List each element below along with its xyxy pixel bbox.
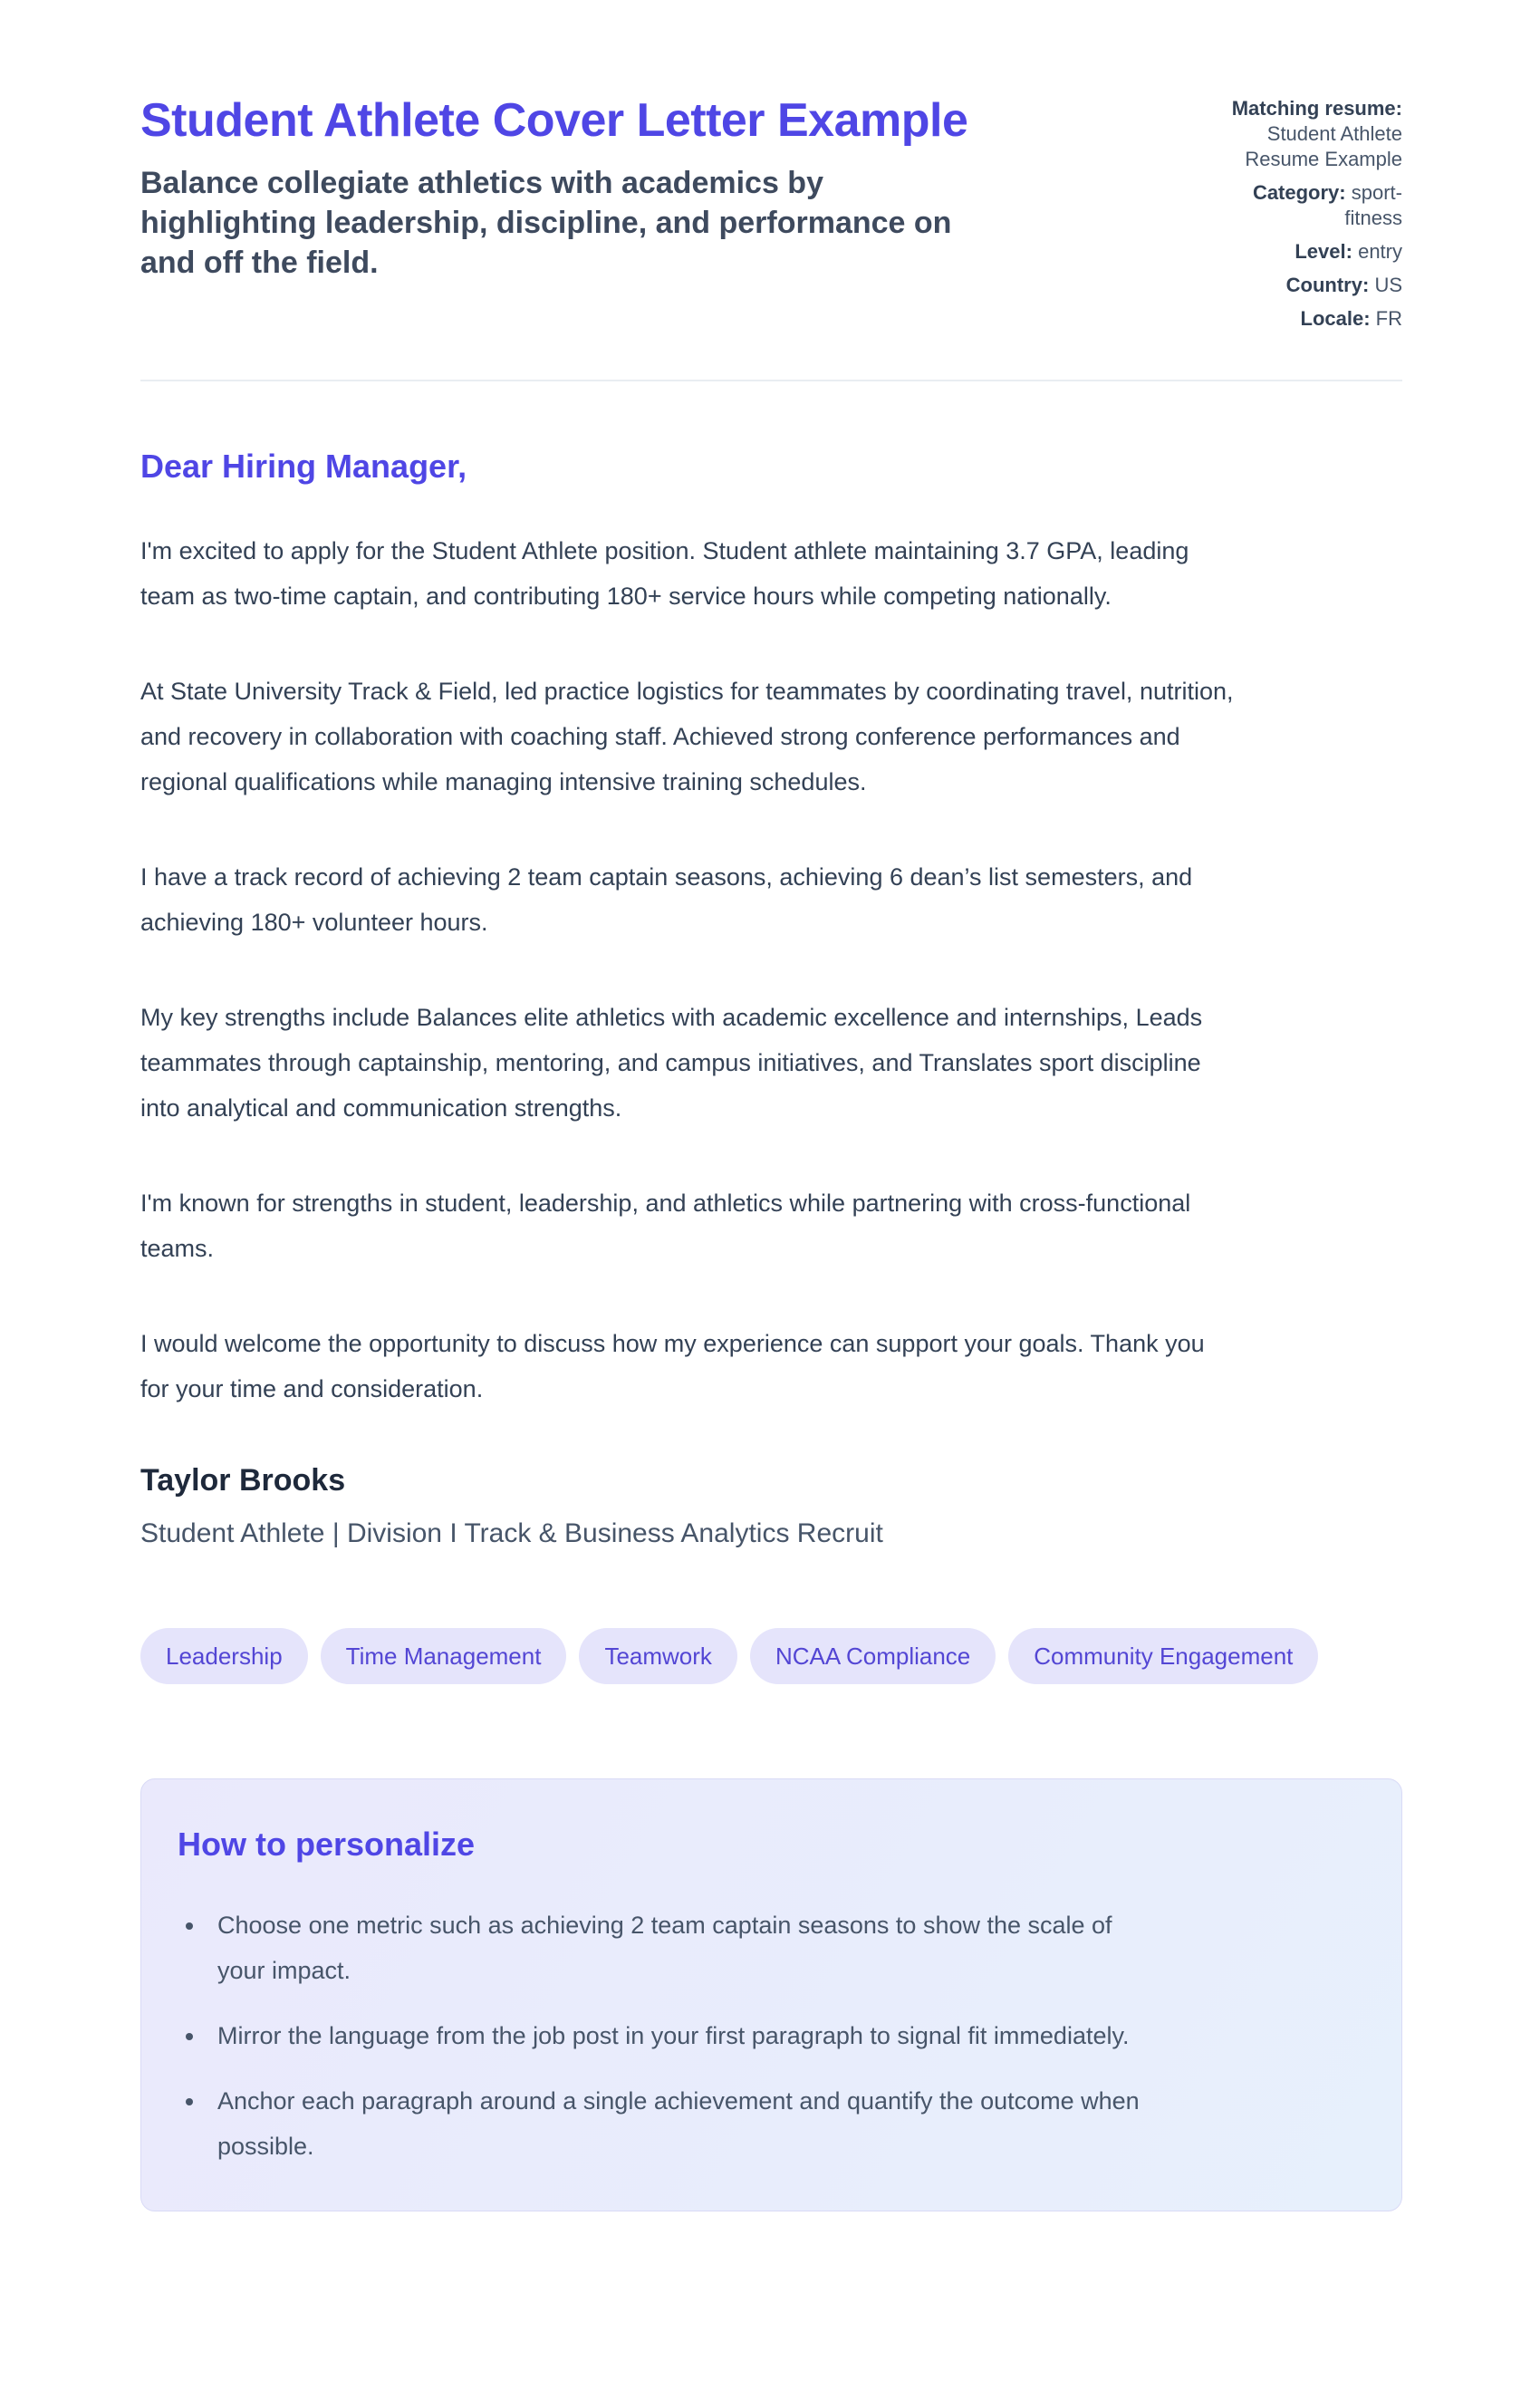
meta-label: Level: [1295,240,1352,263]
skill-tags [140,1628,1402,1684]
letter-paragraph: My key strengths include Balances elite athletics with academic excellence and internships, Leads teammates through captainship, mentoring, and campus initiatives, and Translates sport discipline into analytical and communication strengths. [140,1004,1203,1122]
meta-value: Student Athlete Resume Example [1245,122,1402,170]
page-subtitle: Balance collegiate athletics with academics by highlighting leadership, discipline, and performance on and off the field. [140,166,952,280]
meta-value: US [1374,274,1402,296]
meta-item-locale [1210,306,1402,332]
personalize-item: • Mirror the language from the job post in your first paragraph to signal fit immediately. [207,2013,1149,2058]
meta-item-category [1210,180,1402,231]
letter-paragraph: At State University Track & Field, led practice logistics for teammates by coordinating travel, nutrition, and recovery in collaboration with coaching staff. Achieved strong conference performances and regional qualifications while managing intensive training schedules. [140,678,1234,795]
signature-block [140,1461,1402,1552]
cover-letter-body [140,381,1402,1552]
personalize-list [178,1903,1358,2169]
skill-tag-ncaa-compliance: NCAA Compliance [750,1628,996,1684]
meta-item-country [1210,273,1402,298]
meta-label: Country: [1285,274,1370,296]
meta-label: Category: [1252,181,1346,204]
meta-value: sport-fitness [1344,181,1402,229]
meta-item-level [1210,239,1402,265]
header-text-block [140,91,1174,283]
personalize-item: • Choose one metric such as achieving 2 team captain seasons to show the scale of your impact. [207,1903,1149,1993]
resume-meta-panel [1210,91,1402,340]
meta-label: Locale: [1300,307,1371,330]
how-to-personalize-box [140,1778,1402,2211]
letter-paragraph: I'm known for strengths in student, leadership, and athletics while partnering with cross-functional teams. [140,1190,1191,1262]
meta-value: entry [1358,240,1402,263]
letter-greeting: Dear Hiring Manager, [140,448,467,485]
meta-item-matching-resume [1210,96,1402,172]
meta-label: Matching resume: [1231,97,1402,120]
letter-paragraph: I'm excited to apply for the Student Athlete position. Student athlete maintaining 3.7 GPA, leading team as two-time captain, and contributing 180+ service hours while competing nationally. [140,537,1189,610]
meta-value: FR [1375,307,1402,330]
letter-paragraph: I would welcome the opportunity to discuss how my experience can support your goals. Thank you for your time and consideration. [140,1330,1205,1402]
skill-tag-time-management: Time Management [321,1628,567,1684]
personalize-item: • Anchor each paragraph around a single achievement and quantify the outcome when possible. [207,2078,1149,2169]
letter-paragraph: I have a track record of achieving 2 team captain seasons, achieving 6 dean’s list semesters, and achieving 180+ volunteer hours. [140,863,1193,936]
skill-tag-community-engagement: Community Engagement [1008,1628,1318,1684]
signature-role: Student Athlete | Division I Track & Business Analytics Recruit [140,1518,883,1548]
skill-tag-leadership: Leadership [140,1628,308,1684]
skill-tag-teamwork: Teamwork [579,1628,736,1684]
personalize-title: How to personalize [178,1826,476,1863]
header [140,91,1402,340]
signature-name: Taylor Brooks [140,1463,346,1498]
page-title: Student Athlete Cover Letter Example [140,94,968,147]
